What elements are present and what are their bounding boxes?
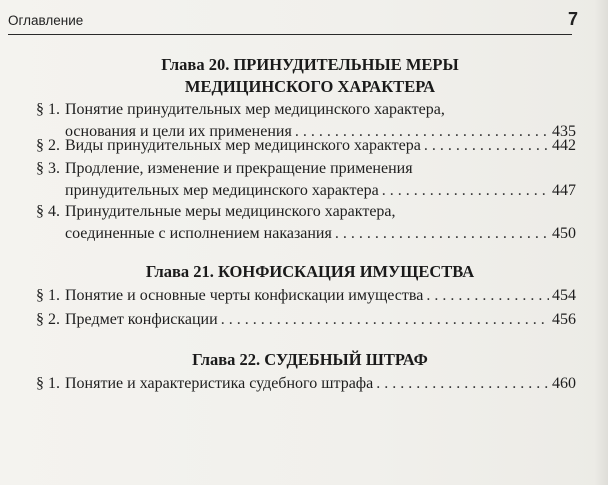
dot-leader: [221, 309, 549, 331]
dot-leader: [424, 135, 549, 157]
page-number: 7: [567, 9, 578, 29]
entry-page-number: 447: [552, 182, 576, 199]
dot-leader: [426, 285, 549, 307]
entry-page-number: 456: [552, 311, 576, 328]
section-number: § 1.: [36, 287, 60, 304]
entry-text-line: Понятие и характеристика судебного штрафа: [65, 375, 374, 392]
toc-entry[interactable]: [36, 201, 576, 245]
entry-page-number: 460: [552, 375, 576, 392]
entry-page-number: 450: [552, 225, 576, 242]
dot-leader: [376, 373, 549, 395]
chapter-20-title: Глава 20. ПРИНУДИТЕЛЬНЫЕ МЕРЫ МЕДИЦИНСКОГО ХАРАКТЕРА: [161, 55, 459, 96]
entry-text-line: соединенные с исполнением наказания: [65, 225, 332, 242]
running-header-title: Оглавление: [8, 13, 84, 28]
section-number: § 1.: [36, 101, 60, 118]
entry-text-line: Понятие и основные черты конфискации имущества: [65, 287, 424, 304]
toc-entry[interactable]: [36, 309, 576, 331]
entry-page-number: 442: [552, 137, 576, 154]
page-edge-shadow: [594, 0, 608, 485]
entry-text-line: Предмет конфискации: [65, 311, 218, 328]
entry-text-line: принудительных мер медицинского характера: [65, 182, 379, 199]
entry-text-line: Принудительные меры медицинского характера,: [65, 203, 396, 220]
toc-entry[interactable]: [36, 373, 576, 395]
entry-text-line: Понятие принудительных мер медицинского характера,: [65, 101, 445, 118]
dot-leader: [335, 223, 549, 245]
chapter-21-title: Глава 21. КОНФИСКАЦИЯ ИМУЩЕСТВА: [145, 262, 475, 281]
entry-page-number: 454: [552, 287, 576, 304]
section-number: § 1.: [36, 375, 60, 392]
entry-text-line: Виды принудительных мер медицинского характера: [65, 137, 421, 154]
entry-text-line: Продление, изменение и прекращение применения: [65, 160, 413, 177]
toc-entry[interactable]: [36, 135, 576, 157]
dot-leader: [382, 180, 549, 202]
section-number: § 2.: [36, 137, 60, 154]
toc-entry[interactable]: [36, 158, 576, 202]
running-header: [8, 8, 578, 35]
toc-entry[interactable]: [36, 285, 576, 307]
entry-text-line: основания и цели их применения: [65, 123, 292, 140]
chapter-22-title: Глава 22. СУДЕБНЫЙ ШТРАФ: [192, 350, 428, 369]
section-number: § 2.: [36, 311, 60, 328]
section-number: § 3.: [36, 160, 60, 177]
entry-page-number: 435: [552, 123, 576, 140]
section-number: § 4.: [36, 203, 60, 220]
